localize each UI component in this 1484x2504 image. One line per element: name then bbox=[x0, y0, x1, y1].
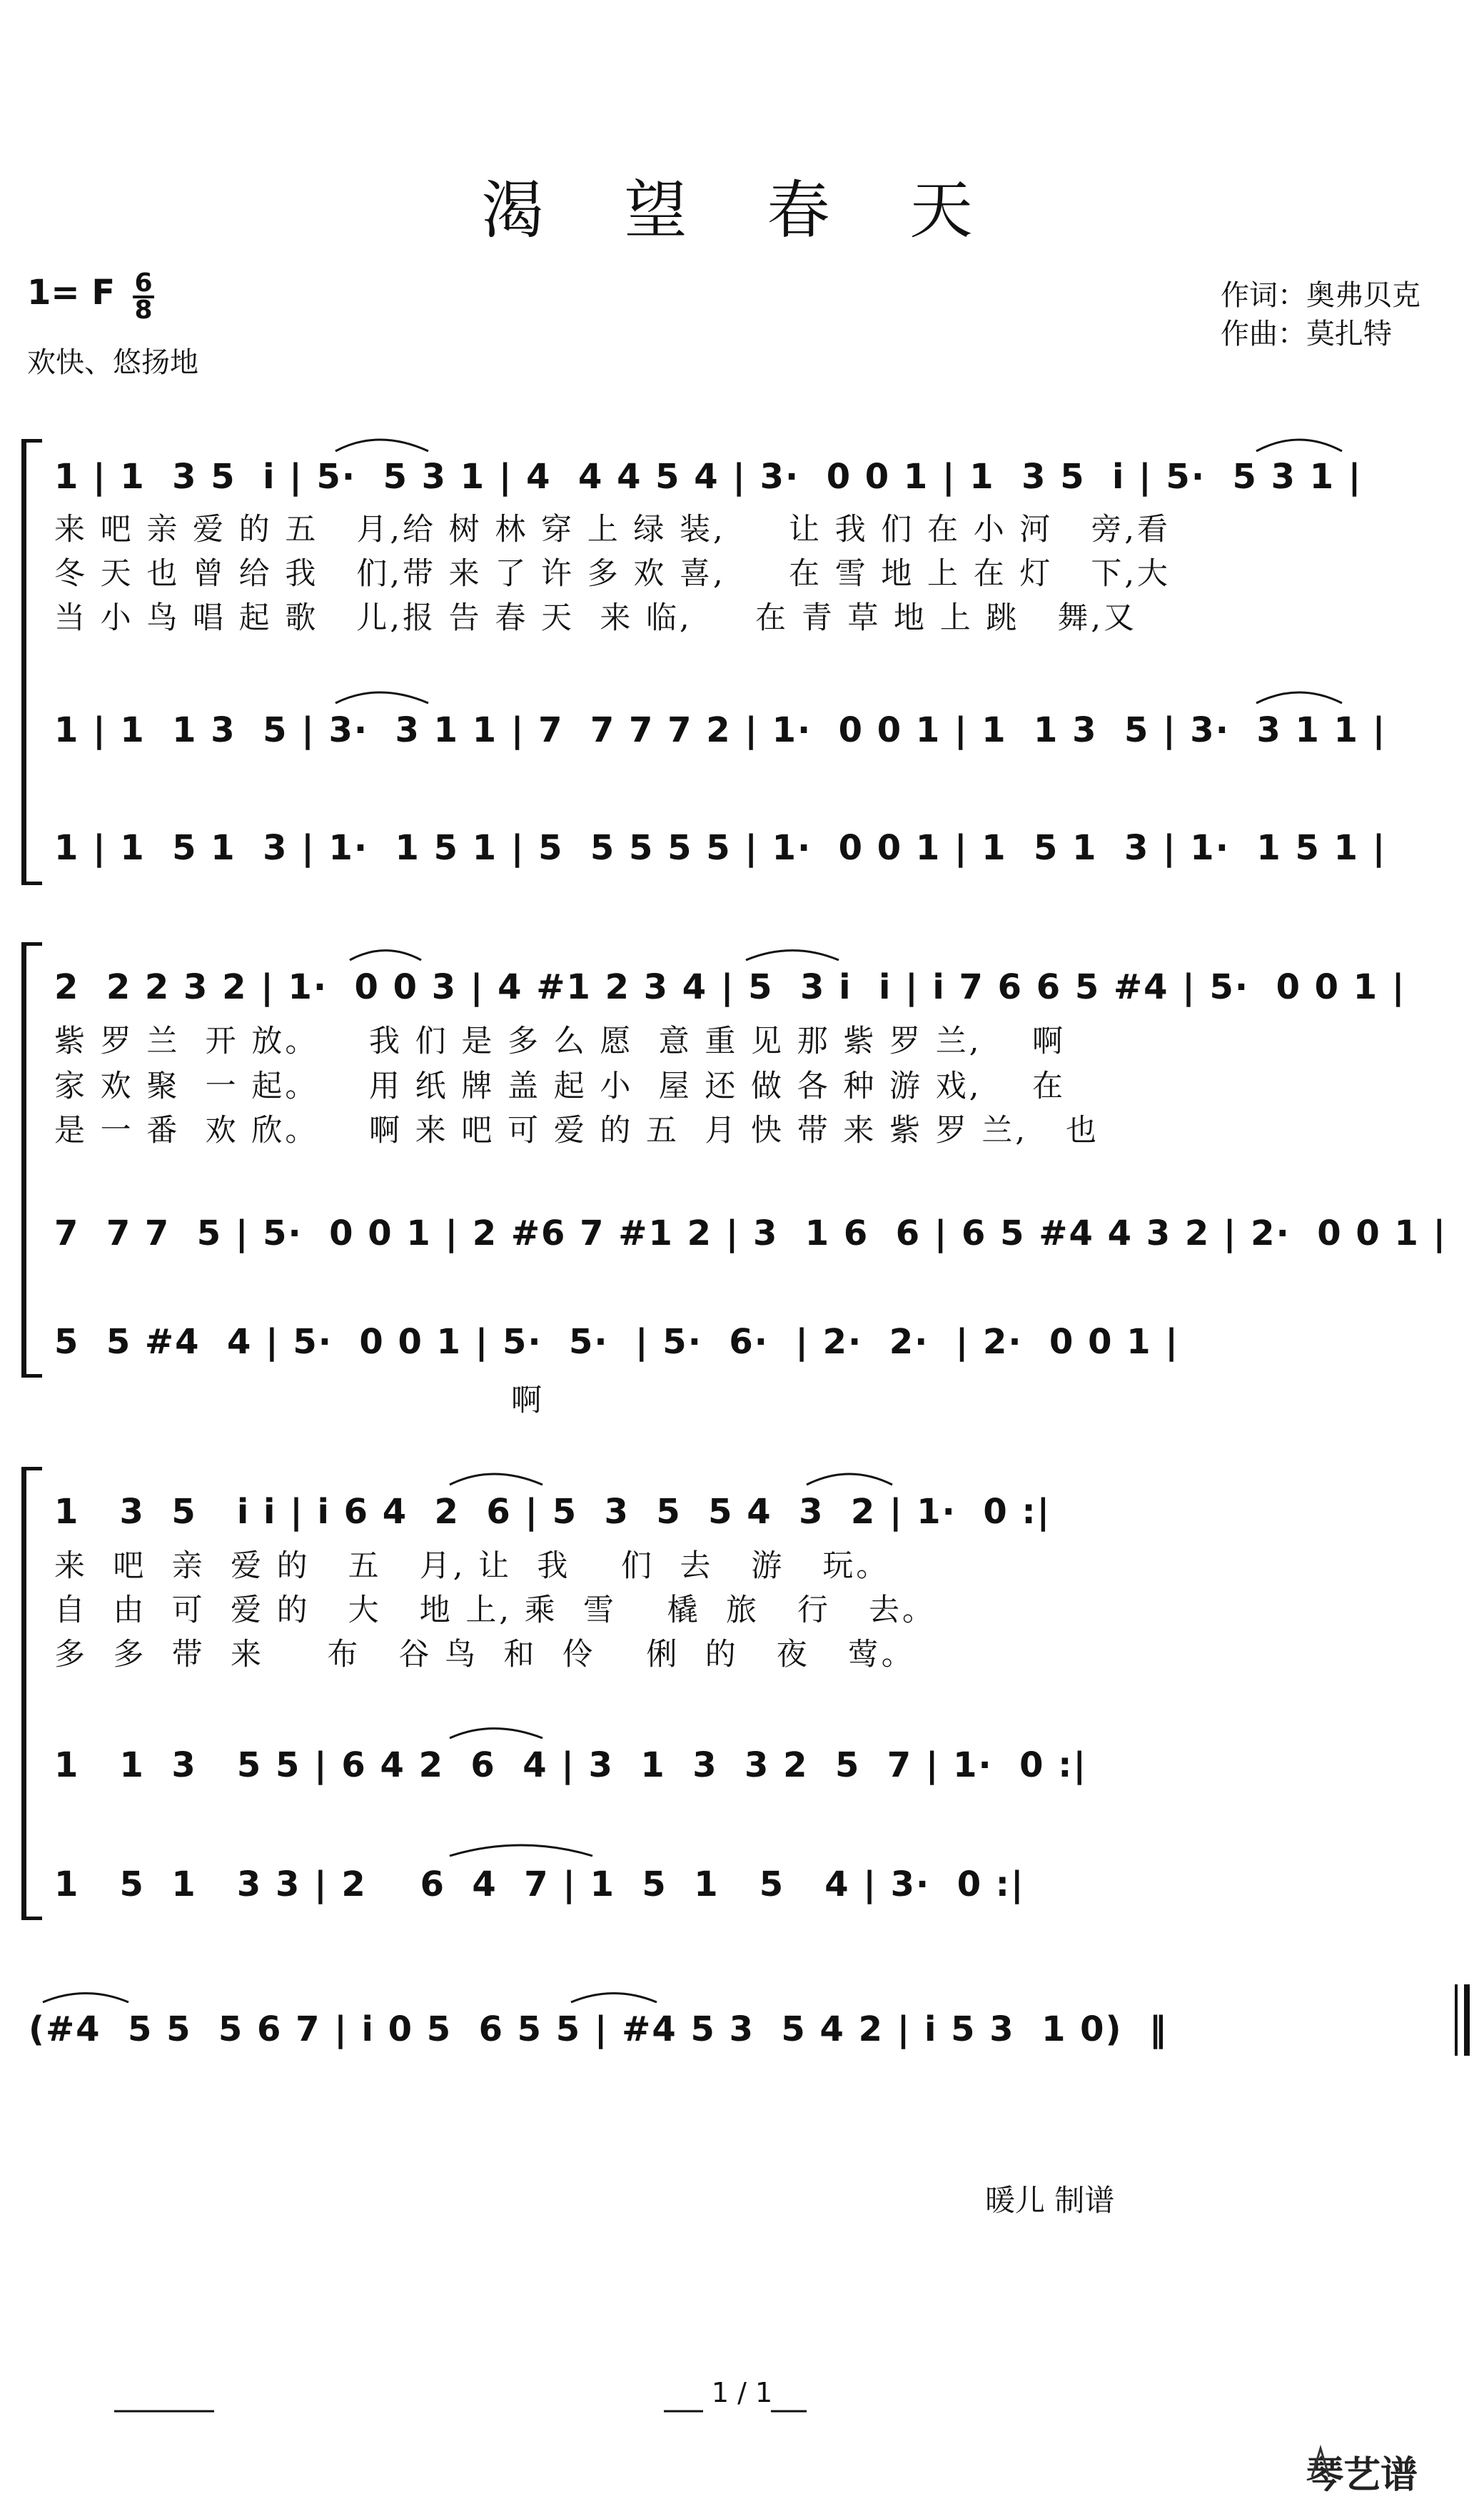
arranger-credit: 暖儿 制谱 bbox=[985, 2183, 1115, 2218]
time-signature-top: 6 bbox=[134, 268, 153, 298]
system-2-lyric-verse-2: 家 欢 聚 一 起。 用 纸 牌 盖 起 小 屋 还 做 各 种 游 戏, 在 bbox=[54, 1069, 1066, 1104]
system-2-lyric-verse-3: 是 一 番 欢 欣。 啊 来 吧 可 爱 的 五 月 快 带 来 紫 罗 兰, 也 bbox=[54, 1113, 1100, 1148]
instrumental-interlude: (#4 5 5 5 6 7 | i 0 5 6 5 5 | #4 5 3 5 4 2 | i 5 3 1 0) ‖ bbox=[29, 2009, 1168, 2049]
system-1-soprano-notes: 1 | 1 3 5 i | 5· 5 3 1 | 4 4 4 5 4 | 3· 0 0 1 | 1 3 5 i | 5· 5 3 1 | bbox=[54, 457, 1363, 497]
system-3-lyric-verse-3: 多 多 带 来 布 谷 鸟 和 伶 俐 的 夜 莺。 bbox=[54, 1637, 915, 1672]
system-2-bass-notes: 5 5 #4 4 | 5· 0 0 1 | 5· 5· | 5· 6· | 2· 2· | 2· 0 0 1 | bbox=[54, 1322, 1179, 1362]
composer-credit: 作曲：莫扎特 bbox=[1221, 318, 1392, 350]
system-3-bass-notes: 1 5 1 3 3 | 2 6 4 7 | 1 5 1 5 4 | 3· 0 :| bbox=[54, 1864, 1025, 1904]
system-1-lyric-verse-3: 当 小 鸟 唱 起 歌 儿,报 告 春 天 来 临, 在 青 草 地 上 跳 舞,又 bbox=[54, 600, 1138, 636]
page-number: 1 / 1 bbox=[711, 2377, 773, 2408]
system-1-alto-notes: 1 | 1 1 3 5 | 3· 3 1 1 | 7 7 7 7 2 | 1· 0 0 1 | 1 1 3 5 | 3· 3 1 1 | bbox=[54, 710, 1387, 750]
system-2-bass-lyric: 啊 bbox=[511, 1383, 545, 1418]
system-3-lyric-verse-2: 自 由 可 爱 的 大 地 上, 乘 雪 橇 旅 行 去。 bbox=[54, 1592, 937, 1628]
system-2-lyric-verse-1: 紫 罗 兰 开 放。 我 们 是 多 么 愿 意 重 见 那 紫 罗 兰, 啊 bbox=[54, 1024, 1066, 1059]
key-signature: 1= F bbox=[27, 273, 116, 313]
time-signature-bottom: 8 bbox=[133, 296, 154, 323]
system-1-lyric-verse-2: 冬 天 也 曾 给 我 们,带 来 了 许 多 欢 喜, 在 雪 地 上 在 灯 下,大 bbox=[54, 556, 1171, 592]
song-title: 渴 望 春 天 bbox=[481, 173, 1003, 247]
lyricist-credit: 作词：奥弗贝克 bbox=[1221, 279, 1420, 312]
system-3-soprano-notes: 1 3 5 i i | i 6 4 2 6 | 5 3 5 5 4 3 2 | 1· 0 :| bbox=[54, 1492, 1051, 1532]
system-2-alto-notes: 7 7 7 5 | 5· 0 0 1 | 2 #6 7 #1 2 | 3 1 6 6 | 6 5 #4 4 3 2 | 2· 0 0 1 | bbox=[54, 1213, 1448, 1253]
system-3-alto-notes: 1 1 3 5 5 | 6 4 2 6 4 | 3 1 3 3 2 5 7 | 1· 0 :| bbox=[54, 1745, 1088, 1785]
system-1-bass-notes: 1 | 1 5 1 3 | 1· 1 5 1 | 5 5 5 5 5 | 1· 0 0 1 | 1 5 1 3 | 1· 1 5 1 | bbox=[54, 828, 1387, 868]
tempo-marking: 欢快、悠扬地 bbox=[27, 346, 198, 379]
site-logo: 琴艺谱 bbox=[1306, 2454, 1418, 2497]
system-3-lyric-verse-1: 来 吧 亲 爱 的 五 月, 让 我 们 去 游 玩。 bbox=[54, 1548, 890, 1584]
system-2-soprano-notes: 2 2 2 3 2 | 1· 0 0 3 | 4 #1 2 3 4 | 5 3 i i | i 7 6 6 5 #4 | 5· 0 0 1 | bbox=[54, 967, 1406, 1007]
system-1-lyric-verse-1: 来 吧 亲 爱 的 五 月,给 树 林 穿 上 绿 装, 让 我 们 在 小 河 旁,看 bbox=[54, 512, 1171, 547]
